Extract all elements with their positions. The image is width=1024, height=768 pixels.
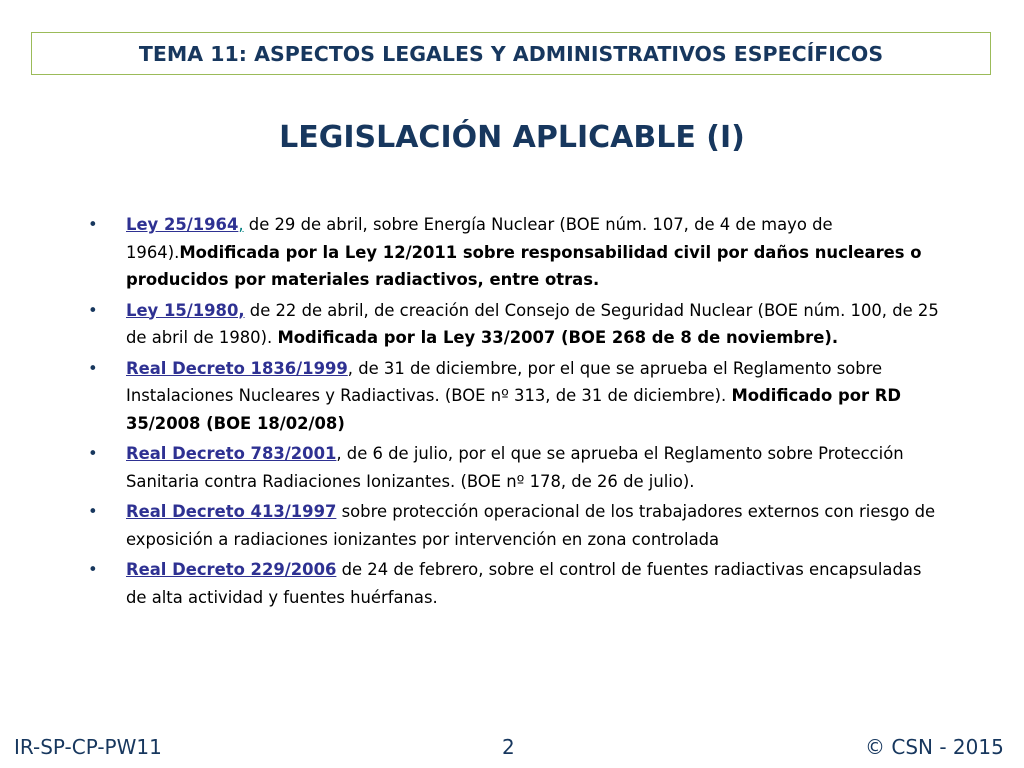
slide-title: LEGISLACIÓN APLICABLE (I) (279, 120, 745, 155)
item-text: , de 6 de julio, por el que se aprueba el Reglamento sobre Protección Sanitaria contra Radiaciones Ionizantes. (BOE nº 178, de 26 de julio). (126, 444, 904, 491)
list-item (86, 297, 942, 352)
list-item (86, 355, 942, 438)
list-item (86, 440, 942, 495)
law-link-comma[interactable]: , (238, 215, 244, 234)
law-link[interactable]: Real Decreto 229/2006 (126, 560, 337, 579)
item-text: , de 31 de diciembre, por el que se aprueba el Reglamento sobre Instalaciones Nucleares y Radiactivas. (BOE nº 313, de 31 de diciembre). (126, 358, 883, 405)
topic-header-box (31, 32, 991, 75)
item-bold-text: Modificada por la Ley 12/2011 sobre responsabilidad civil por daños nucleares o producidos por materiales radiactivos, entre otras. (126, 242, 922, 289)
footer-page-number: 2 (502, 735, 515, 759)
bullet-icon: • (88, 358, 98, 378)
item-text: sobre protección operacional de los trabajadores externos con riesgo de exposición a radiaciones ionizantes por intervención en zona controlada (126, 502, 936, 549)
footer-copyright: © CSN - 2015 (865, 735, 1004, 759)
bullet-icon: • (88, 444, 98, 463)
law-link[interactable]: Ley 15/1980, (126, 300, 245, 320)
list-item (86, 498, 942, 553)
item-text: de 29 de abril, sobre Energía Nuclear (BOE núm. 107, de 4 de mayo de 1964). (126, 215, 833, 262)
item-bold-text: Modificada por la Ley 33/2007 (BOE 268 de 8 de noviembre). (277, 328, 839, 347)
topic-header-text: TEMA 11: ASPECTOS LEGALES Y ADMINISTRATIVOS ESPECÍFICOS (138, 41, 884, 66)
footer-course-code: IR-SP-CP-PW11 (14, 735, 162, 759)
bullet-icon: • (88, 560, 98, 579)
bullet-icon: • (88, 300, 98, 320)
law-link[interactable]: Real Decreto 783/2001 (126, 444, 337, 463)
law-link[interactable]: Real Decreto 413/1997 (126, 502, 337, 521)
list-item (86, 556, 942, 611)
bullet-icon: • (88, 215, 98, 234)
bullet-icon: • (88, 502, 98, 521)
item-text: de 22 de abril, de creación del Consejo de Seguridad Nuclear (BOE núm. 100, de 25 de abril de 1980). (126, 300, 939, 347)
item-bold-text: Modificado por RD 35/2008 (BOE 18/02/08) (126, 386, 902, 433)
law-link[interactable]: Ley 25/1964 (126, 215, 239, 234)
list-item (86, 211, 942, 294)
item-text: de 24 de febrero, sobre el control de fuentes radiactivas encapsuladas de alta actividad y fuentes huérfanas. (126, 560, 922, 607)
legislation-list (86, 211, 942, 614)
law-link[interactable]: Real Decreto 1836/1999 (126, 358, 348, 378)
